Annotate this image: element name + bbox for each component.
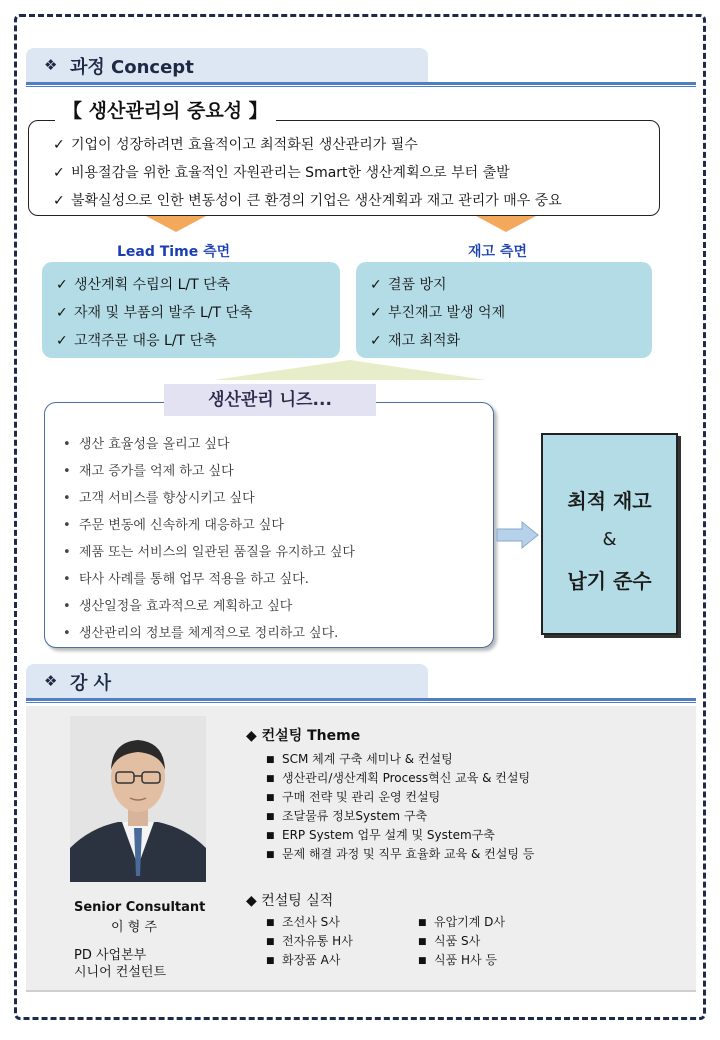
- concept-heading: 과정 Concept: [70, 57, 194, 78]
- section-divider: [26, 82, 696, 87]
- check-icon: ✓: [370, 305, 382, 321]
- leadtime-item: ✓ 자재 및 부품의 발주 L/T 단축: [56, 305, 253, 321]
- importance-item: ✓ 기업이 성장하려면 효율적이고 최적화된 생산관리가 필수: [53, 137, 418, 153]
- instructor-dept: PD 사업본부: [74, 948, 147, 963]
- inventory-item: ✓ 결품 방지: [370, 277, 447, 293]
- importance-box: [28, 120, 660, 216]
- inventory-box: [356, 262, 652, 358]
- concept-section-header: [26, 48, 428, 82]
- result-line-2: &: [602, 529, 617, 550]
- check-icon: ✓: [56, 333, 68, 349]
- case-item: ■ 유압기계 D사: [418, 915, 506, 929]
- instructor-name: 이 형 주: [111, 920, 157, 935]
- section-divider: [26, 698, 696, 703]
- diamond-icon: ❖: [44, 56, 58, 74]
- importance-item: ✓ 비용절감을 위한 효율적인 자원관리는 Smart한 생산계획으로 부터 출발: [53, 165, 510, 181]
- check-icon: ✓: [53, 193, 65, 209]
- theme-item: ■ 조달물류 정보System 구축: [266, 809, 428, 823]
- case-item: ■ 화장품 A사: [266, 953, 341, 967]
- instructor-heading: 강 사: [70, 673, 112, 694]
- check-icon: ✓: [53, 165, 65, 181]
- theme-item: ■ 문제 해결 과정 및 직무 효율화 교육 & 컨설팅 등: [266, 847, 535, 861]
- check-icon: ✓: [53, 137, 65, 153]
- list-item: • 생산 효율성을 올리고 싶다: [63, 437, 230, 452]
- theme-heading: ◆ 컨설팅 Theme: [246, 728, 361, 744]
- list-item: • 타사 사례를 통해 업무 적용을 하고 싶다.: [63, 572, 309, 587]
- cases-heading: ◆ 컨설팅 실적: [246, 893, 334, 909]
- needs-title: 생산관리 니즈...: [164, 384, 376, 416]
- down-arrow-icon: [476, 216, 536, 232]
- right-arrow-icon: [496, 520, 540, 550]
- check-icon: ✓: [370, 333, 382, 349]
- theme-item: ■ 구매 전략 및 관리 운영 컨설팅: [266, 790, 441, 804]
- instructor-role: Senior Consultant: [74, 900, 206, 915]
- result-line-1: 최적 재고: [567, 489, 652, 513]
- importance-item: ✓ 불확실성으로 인한 변동성이 큰 환경의 기업은 생산계획과 재고 관리가 매우 중요: [53, 193, 562, 209]
- check-icon: ✓: [56, 277, 68, 293]
- inventory-item: ✓ 재고 최적화: [370, 333, 461, 349]
- inventory-item: ✓ 부진재고 발생 억제: [370, 305, 506, 321]
- theme-item: ■ 생산관리/생산계획 Process혁신 교육 & 컨설팅: [266, 771, 531, 785]
- list-item: • 생산관리의 정보를 체계적으로 정리하고 싶다.: [63, 626, 339, 641]
- theme-item: ■ SCM 체계 구축 세미나 & 컨설팅: [266, 752, 453, 766]
- inventory-heading: 재고 측면: [468, 244, 527, 260]
- case-item: ■ 조선사 S사: [266, 915, 340, 929]
- case-item: ■ 식품 S사: [418, 934, 481, 948]
- result-box: [541, 433, 678, 635]
- check-icon: ✓: [370, 277, 382, 293]
- theme-item: ■ ERP System 업무 설계 및 System구축: [266, 828, 495, 842]
- leadtime-box: [42, 262, 340, 358]
- instructor-position: 시니어 컨설턴트: [74, 965, 167, 980]
- instructor-section-header: [26, 664, 428, 698]
- case-item: ■ 식품 H사 등: [418, 953, 498, 967]
- list-item: • 재고 증가를 억제 하고 싶다: [63, 464, 234, 479]
- leadtime-item: ✓ 생산계획 수립의 L/T 단축: [56, 277, 231, 293]
- list-item: • 고객 서비스를 향상시키고 싶다: [63, 491, 255, 506]
- down-arrow-icon: [146, 216, 206, 232]
- list-item: • 제품 또는 서비스의 일관된 품질을 유지하고 싶다: [63, 545, 355, 560]
- case-item: ■ 전자유통 H사: [266, 934, 353, 948]
- funnel-shape: [214, 360, 486, 380]
- leadtime-heading: Lead Time 측면: [117, 244, 231, 260]
- importance-title: 【 생산관리의 중요성 】: [55, 96, 276, 123]
- diamond-icon: ◆: [246, 728, 257, 744]
- result-line-3: 납기 준수: [567, 569, 652, 593]
- leadtime-item: ✓ 고객주문 대응 L/T 단축: [56, 333, 217, 349]
- instructor-photo: [70, 716, 206, 882]
- diamond-icon: ❖: [44, 672, 58, 690]
- list-item: • 주문 변동에 신속하게 대응하고 싶다: [63, 518, 284, 533]
- check-icon: ✓: [56, 305, 68, 321]
- diamond-icon: ◆: [246, 893, 257, 909]
- needs-box: [44, 402, 494, 648]
- list-item: • 생산일정을 효과적으로 계획하고 싶다: [63, 599, 293, 614]
